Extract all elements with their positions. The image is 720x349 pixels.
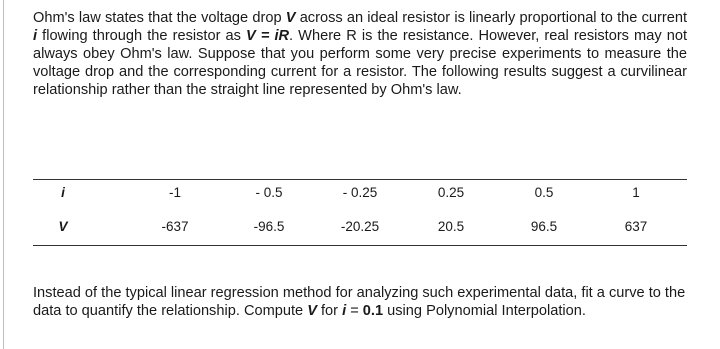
table-cell: -96.5 <box>253 218 285 234</box>
task-text-4: using Polynomial Interpolation. <box>383 303 586 319</box>
table-cell: 96.5 <box>530 218 558 234</box>
left-margin-rule <box>3 0 4 349</box>
table-cell: 1 <box>632 184 640 200</box>
table-cell: 637 <box>624 218 648 234</box>
intro-text-3: flowing through the resistor as <box>37 28 247 44</box>
table-cell: 20.5 <box>437 218 465 234</box>
voltage-symbol: V <box>285 10 296 26</box>
intro-paragraph <box>33 9 687 99</box>
intro-text-2: across an ideal resistor is linearly proportional to the current <box>295 10 687 26</box>
table-cell: -20.25 <box>340 218 380 234</box>
row-label-i: i <box>61 184 65 200</box>
intro-text-4: . Where R is the resistance. However, real resistors may not always obey Ohm's law. Suppose that you perform some very precise experiments to measure the voltage drop and the corresponding current for a resistor. The following results suggest a curvilinear relationship rather than the straight line represented by Ohm's law. <box>33 28 687 98</box>
current-symbol: i <box>342 303 347 319</box>
table-top-rule <box>33 179 687 180</box>
table-row-voltage <box>33 215 687 237</box>
task-text-1: Instead of the typical linear regression method for analyzing such experimental data, fit a curve to the data to quantify the relationship. Compute <box>33 285 686 319</box>
ohms-law-formula: V = iR <box>246 28 290 44</box>
table-cell: 0.5 <box>534 184 554 200</box>
task-text-3: = <box>346 303 363 319</box>
row-label-v: V <box>58 218 68 234</box>
table-cell: -1 <box>168 184 182 200</box>
table-cell: 0.25 <box>437 184 465 200</box>
data-table <box>33 179 687 246</box>
table-cell: - 0.25 <box>342 184 378 200</box>
voltage-symbol: V <box>307 303 317 319</box>
table-cell: - 0.5 <box>255 184 283 200</box>
intro-text-1: Ohm's law states that the voltage drop <box>33 10 286 26</box>
task-text-2: for <box>316 303 343 319</box>
table-row-current <box>33 181 687 203</box>
target-current-value: 0.1 <box>362 303 384 319</box>
table-bottom-rule <box>33 245 687 246</box>
task-paragraph <box>33 284 687 320</box>
current-symbol: i <box>33 28 38 44</box>
table-cell: -637 <box>161 218 189 234</box>
